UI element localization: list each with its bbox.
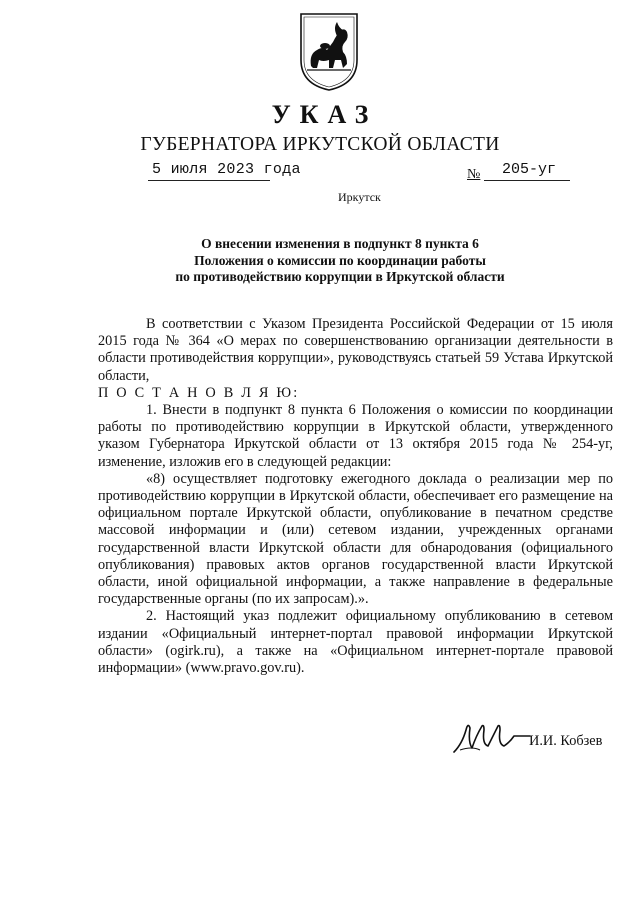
preamble-paragraph: В соответствии с Указом Президента Российской Федерации от 15 июля 2015 года № 364 «О мерах по совершенствованию организации деятельности в области противодействия коррупции», руководствуясь статьей 59 Устава Иркутской области, xyxy=(98,316,613,384)
issuer-title: ГУБЕРНАТОРА ИРКУТСКОЙ ОБЛАСТИ xyxy=(140,134,500,155)
document-title-line: по противодействию коррупции в Иркутской области xyxy=(175,269,505,284)
number-sign-text: № xyxy=(467,167,481,182)
decree-word: П О С Т А Н О В Л Я Ю: xyxy=(98,384,300,401)
decree-type-title: УКАЗ xyxy=(271,100,378,129)
signer-name: И.И. Кобзев xyxy=(529,733,603,749)
decree-date: 5 июля 2023 года xyxy=(152,161,301,178)
clause-2-paragraph: 2. Настоящий указ подлежит официальному опубликованию в сетевом издании «Официальный интернет-портал правовой информации Иркутской области» (ogirk.ru), а также на «Официальном интернет-портале правовой информации» (www.pravo.gov.ru). xyxy=(98,608,613,677)
document-title-line: О внесении изменения в подпункт 8 пункта 6 xyxy=(201,236,479,251)
handwritten-signature-icon xyxy=(452,716,532,756)
quoted-amendment-paragraph: «8) осуществляет подготовку ежегодного доклада о реализации мер по противодействию коррупции в Иркутской области, обеспечивает его размещение на официальном портале Иркутской области, опубликование в печатном средстве массовой информации и (или) сетевом издании, учрежденных органами государственной власти Иркутской области для обнародования (официального опубликования) правовых актов органов государственной власти Иркутской области, иной официальной информации, а также направление в федеральные государственные органы (по их запросам).». xyxy=(98,470,613,608)
city: Иркутск xyxy=(338,190,381,204)
number-underline xyxy=(484,180,570,181)
irkutsk-coat-of-arms-icon xyxy=(297,8,361,92)
document-title xyxy=(80,236,600,286)
clause-1-paragraph: 1. Внести в подпункт 8 пункта 6 Положения о комиссии по координации работы по противодействию коррупции в Иркутской области, утвержденного указом Губернатора Иркутской области от 13 октября 2015 года № 254-уг, изменение, изложив его в следующей редакции: xyxy=(98,402,613,470)
document-title-line: Положения о комиссии по координации работы xyxy=(194,252,486,268)
number-sign xyxy=(467,167,480,183)
date-underline xyxy=(148,180,270,181)
document-body xyxy=(98,316,613,677)
decree-number: 205-уг xyxy=(502,161,557,178)
